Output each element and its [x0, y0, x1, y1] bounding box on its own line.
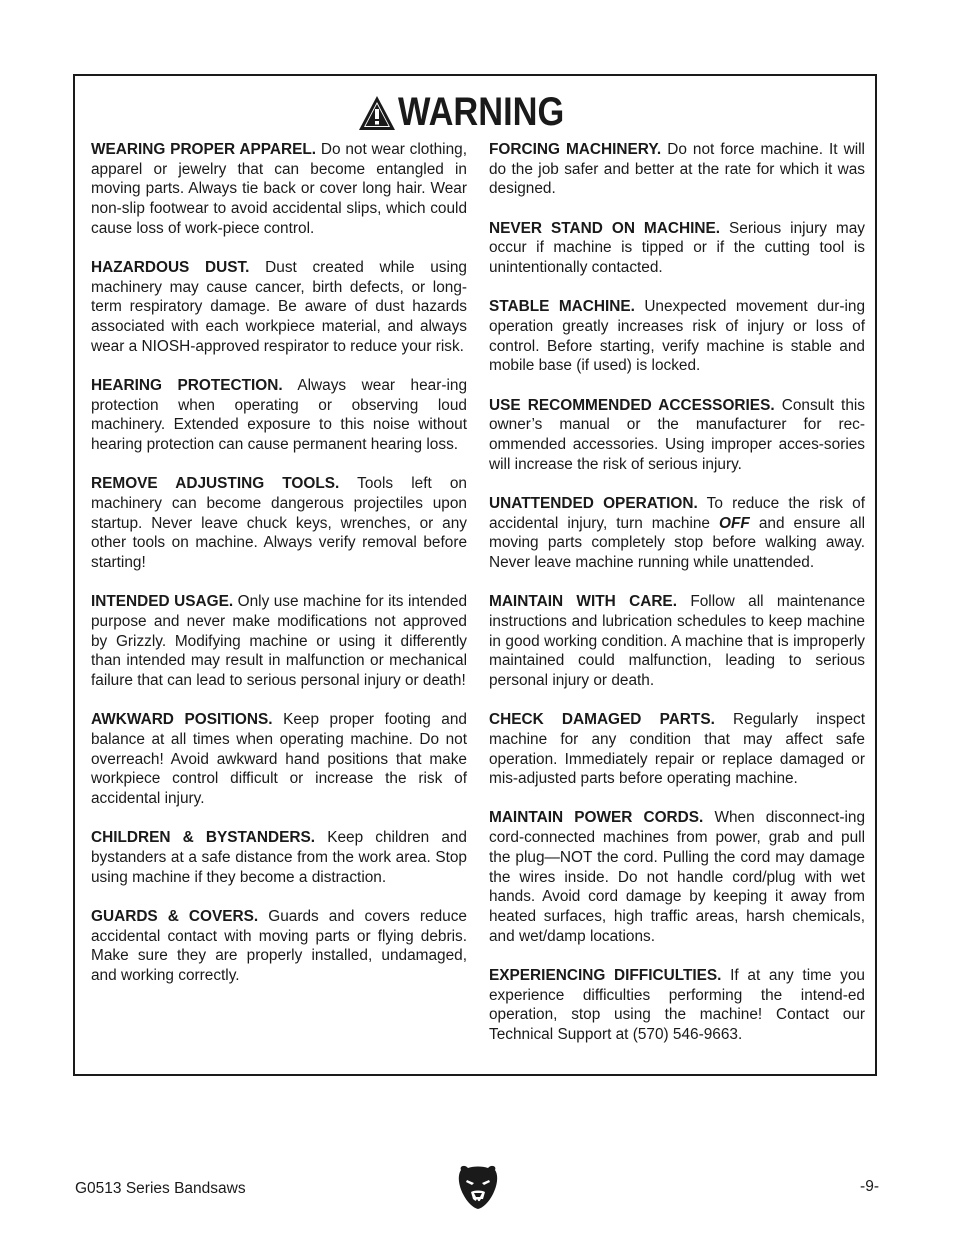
safety-item-heading: UNATTENDED OPERATION.	[489, 494, 698, 512]
safety-item	[489, 494, 865, 573]
safety-item	[489, 710, 865, 789]
safety-item-text: Consult this owner’s manual or the manufacturer for rec-ommended accessories. Using improper acces-sories will increase the risk of serious injury.	[489, 396, 866, 473]
safety-item	[91, 710, 467, 809]
safety-item-text: To reduce the risk of accidental injury, turn machine	[489, 494, 865, 532]
safety-item-text: Guards and covers reduce accidental contact with moving parts or flying debris. Make sure they are properly installed, undamaged, and working correctly.	[91, 908, 467, 985]
grizzly-bear-logo-icon	[457, 1164, 499, 1210]
safety-item-heading: INTENDED USAGE.	[91, 593, 234, 611]
safety-item-text: Regularly inspect machine for any condition that may affect safe operation. Immediately repair or replace damaged or mis-adjusted parts before operating machine.	[489, 711, 865, 788]
safety-item	[489, 297, 865, 376]
safety-item-text: Unexpected movement dur-ing operation greatly increases risk of injury or loss of control. Before starting, verify machine is stable and mobile base (if used) is locked.	[489, 298, 865, 375]
page-number: -9-	[860, 1178, 879, 1195]
safety-item	[91, 258, 467, 357]
safety-item-text: Tools left on machinery can become dangerous projectiles upon startup. Never leave chuck keys, wrenches, or any other tools on machine. Always verify removal before starting!	[91, 475, 467, 572]
safety-item-heading: CHECK DAMAGED PARTS.	[489, 711, 715, 729]
safety-item	[489, 808, 865, 946]
warning-header	[75, 90, 875, 134]
safety-item-heading: REMOVE ADJUSTING TOOLS.	[91, 475, 340, 493]
safety-item-text: When disconnect-ing cord-connected machines from power, grab and pull the plug—NOT the cord. Pulling the cord may damage the wires inside. Do not handle cord/plug with wet hands. Avoid cord damage by keeping it away from heated surfaces, high traffic areas, harsh chemicals, and wet/damp locations.	[489, 809, 865, 945]
safety-item	[91, 828, 467, 887]
safety-item-heading: AWKWARD POSITIONS.	[91, 711, 273, 729]
safety-item-heading: FORCING MACHINERY.	[489, 141, 662, 158]
safety-item-text: Dust created while using machinery may cause cancer, birth defects, or long-term respiratory damage. Be aware of dust hazards associated with each workpiece material, and always wear a NIOSH-approved respirator to reduce your risk.	[91, 259, 467, 355]
safety-item-heading: STABLE MACHINE.	[489, 298, 635, 316]
safety-item-heading: MAINTAIN POWER CORDS.	[489, 809, 704, 827]
footer-model-name: G0513 Series Bandsaws	[75, 1180, 246, 1197]
safety-item	[489, 140, 865, 199]
safety-item	[489, 219, 865, 278]
safety-item	[91, 592, 467, 691]
safety-item	[489, 966, 865, 1045]
safety-item-heading: MAINTAIN WITH CARE.	[489, 593, 677, 611]
right-column	[489, 140, 865, 1064]
safety-item	[91, 474, 467, 573]
safety-item-text: Follow all maintenance instructions and lubrication schedules to keep machine in good working condition. A machine that is improperly maintained could malfunction, leading to serious personal injury or death.	[489, 593, 865, 689]
safety-item-text: Keep children and bystanders at a safe distance from the work area. Stop using machine if they become a distraction.	[91, 829, 467, 886]
safety-item	[489, 592, 865, 691]
safety-item-heading: HEARING PROTECTION.	[91, 377, 283, 395]
safety-item-text: Serious injury may occur if machine is tipped or if the cutting tool is unintentionally contacted.	[489, 219, 865, 277]
safety-item-heading: USE RECOMMENDED ACCESSORIES.	[489, 396, 775, 414]
safety-item-text: Do not wear clothing, apparel or jewelry that can become entangled in moving parts. Always tie back or cover long hair. Wear non-slip footwear to avoid accidental slips, which could cause loss of work-piece control.	[91, 141, 467, 237]
warning-triangle-icon	[358, 95, 396, 131]
safety-item	[91, 907, 467, 986]
safety-item-text: Keep proper footing and balance at all times when operating machine. Do not overreach! Avoid awkward hand positions that make workpiece control difficult or increase the risk of accidental injury.	[91, 711, 467, 808]
safety-item-text: Only use machine for its intended purpose and never make modifications not approved by Grizzly. Modifying machine or using it differently than intended may result in malfunction or mechanical failure that can lead to serious personal injury or death!	[91, 593, 468, 690]
safety-item-heading: GUARDS & COVERS.	[91, 908, 259, 925]
safety-item-text: Always wear hear-ing protection when operating or observing loud machinery. Extended exposure to this noise without hearing protection can cause permanent hearing loss.	[91, 377, 468, 454]
warning-box	[73, 74, 877, 1076]
safety-item-heading: HAZARDOUS DUST.	[91, 259, 250, 277]
safety-item-emphasis: OFF	[719, 514, 750, 532]
safety-item	[91, 376, 467, 455]
warning-title: WARNING	[398, 90, 565, 134]
safety-item-text: Do not force machine. It will do the job safer and better at the rate for which it was designed.	[489, 141, 865, 198]
safety-item-text: If at any time you experience difficulties performing the intend-ed operation, stop using the machine! Contact our Technical Support at (570) 546-9663.	[489, 966, 865, 1044]
left-column	[91, 140, 467, 1005]
safety-item	[489, 396, 865, 475]
safety-item-heading: WEARING PROPER APPAREL.	[91, 141, 317, 158]
safety-item-text: and ensure all moving parts completely stop before walking away. Never leave machine running while unattended.	[489, 514, 866, 571]
safety-item-heading: EXPERIENCING DIFFICULTIES.	[489, 966, 722, 984]
safety-item-heading: NEVER STAND ON MACHINE.	[489, 219, 721, 237]
safety-item-heading: CHILDREN & BYSTANDERS.	[91, 829, 316, 847]
safety-item	[91, 140, 467, 239]
